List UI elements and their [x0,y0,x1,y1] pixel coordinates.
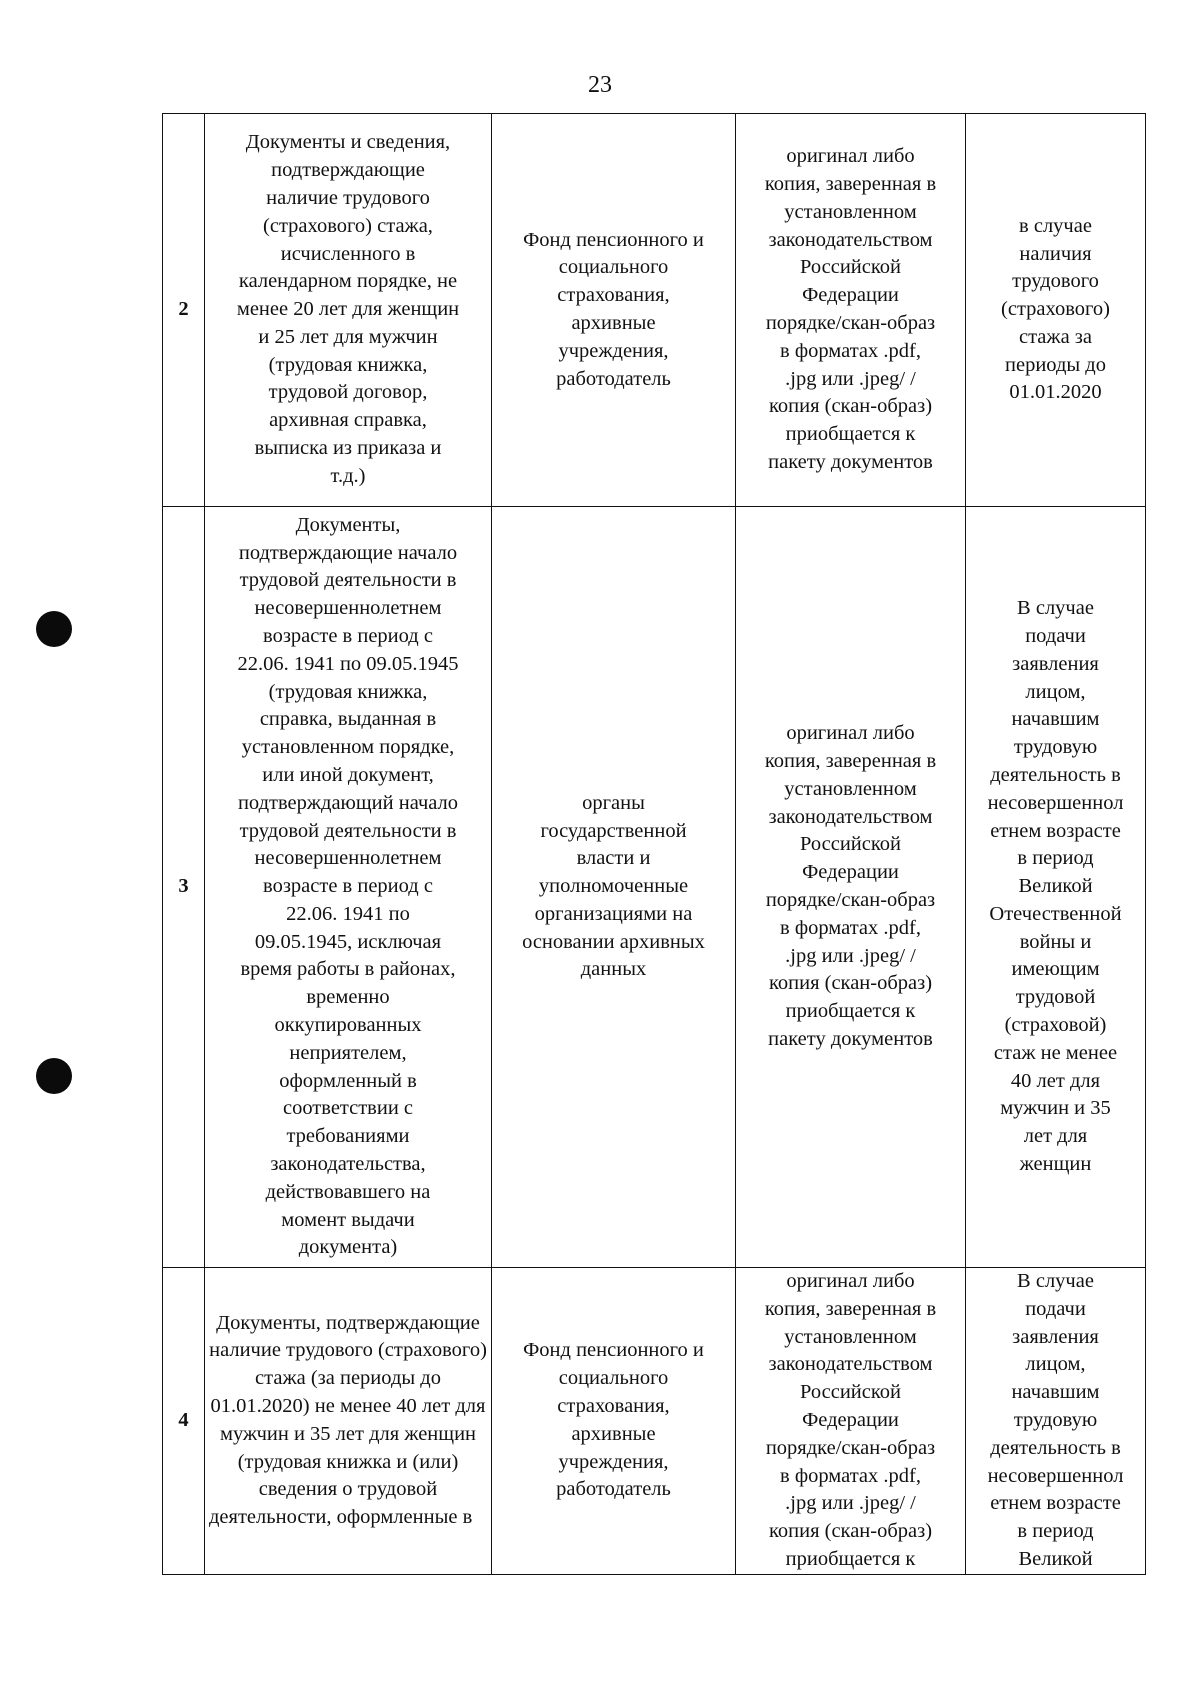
form-cell [736,1268,966,1575]
source-text: Фонд пенсионного и социального страхования, архивные учреждения, работодатель [523,1339,704,1501]
document-cell [205,114,492,507]
form-text: оригинал либо копия, заверенная в установленном законодательством Российской Федерации порядке/скан-образ в форматах .pdf, .jpg или .jpeg/ / копия (скан-образ) приобщается к пакету документов [764,145,937,473]
document-text: Документы и сведения, подтверждающие наличие трудового (страхового) стажа, исчисленного в календарном порядке, не менее 20 лет для женщин и 25 лет для мужчин (трудовая книжка, трудовой договор, архивная справка, выписка из приказа и т.д.) [236,131,460,487]
form-cell [736,507,966,1268]
note-text: В случае подачи заявления лицом, начавшим трудовую деятельность в несовершеннол етнем возрасте в период Великой Отечественной войны и имеющим трудовой (страховой) стаж не менее 40 лет для мужчин и 35 лет для женщин [987,597,1124,1176]
row-number: 4 [163,1268,205,1575]
source-cell [492,114,736,507]
punch-hole-mark [36,611,72,647]
note-cell [966,507,1146,1268]
table-row [163,114,1146,507]
source-text: органы государственной власти и уполномоченные организациями на основании архивных данных [522,791,705,981]
page-number: 23 [588,72,612,98]
form-cell [736,114,966,507]
source-cell [492,507,736,1268]
document-text: Документы, подтверждающие наличие трудового (страхового) стажа (за периоды до 01.01.2020) не менее 40 лет для мужчин и 35 лет для женщин (трудовая книжка и (или) сведения о трудовой деятельности, оформленные в [209,1311,487,1529]
note-cell [966,114,1146,507]
form-text: оригинал либо копия, заверенная в установленном законодательством Российской Федерации порядке/скан-образ в форматах .pdf, .jpg или .jpeg/ / копия (скан-образ) приобщается к пакету документов [764,722,937,1050]
table-row [163,507,1146,1268]
row-number: 2 [163,114,205,507]
source-cell [492,1268,736,1575]
document-cell [205,507,492,1268]
row-number: 3 [163,507,205,1268]
note-text: В случае подачи заявления лицом, начавшим трудовую деятельность в несовершеннол етнем возрасте в период Великой [987,1270,1124,1570]
note-text: в случае наличия трудового (страхового) стажа за периоды до 01.01.2020 [1001,214,1110,404]
source-text: Фонд пенсионного и социального страхования, архивные учреждения, работодатель [523,228,704,390]
document-cell [205,1268,492,1575]
punch-hole-mark [36,1058,72,1094]
form-text: оригинал либо копия, заверенная в установленном законодательством Российской Федерации порядке/скан-образ в форматах .pdf, .jpg или .jpeg/ / копия (скан-образ) приобщается к [764,1270,937,1570]
note-cell [966,1268,1146,1575]
documents-table [162,113,1146,1575]
document-text: Документы, подтверждающие начало трудовой деятельности в несовершеннолетнем возрасте в период с 22.06. 1941 по 09.05.1945 (трудовая книжка, справка, выданная в установленном порядке, или иной документ, подтверждающий начало трудовой деятельности в несовершеннолетнем возрасте в период с 22.06. 1941 по 09.05.1945, исключая время работы в районах, временно оккупированных неприятелем, оформленный в соответствии с требованиями законодательства, действовавшего на момент выдачи документа) [237,513,459,1259]
table-row [163,1268,1146,1575]
